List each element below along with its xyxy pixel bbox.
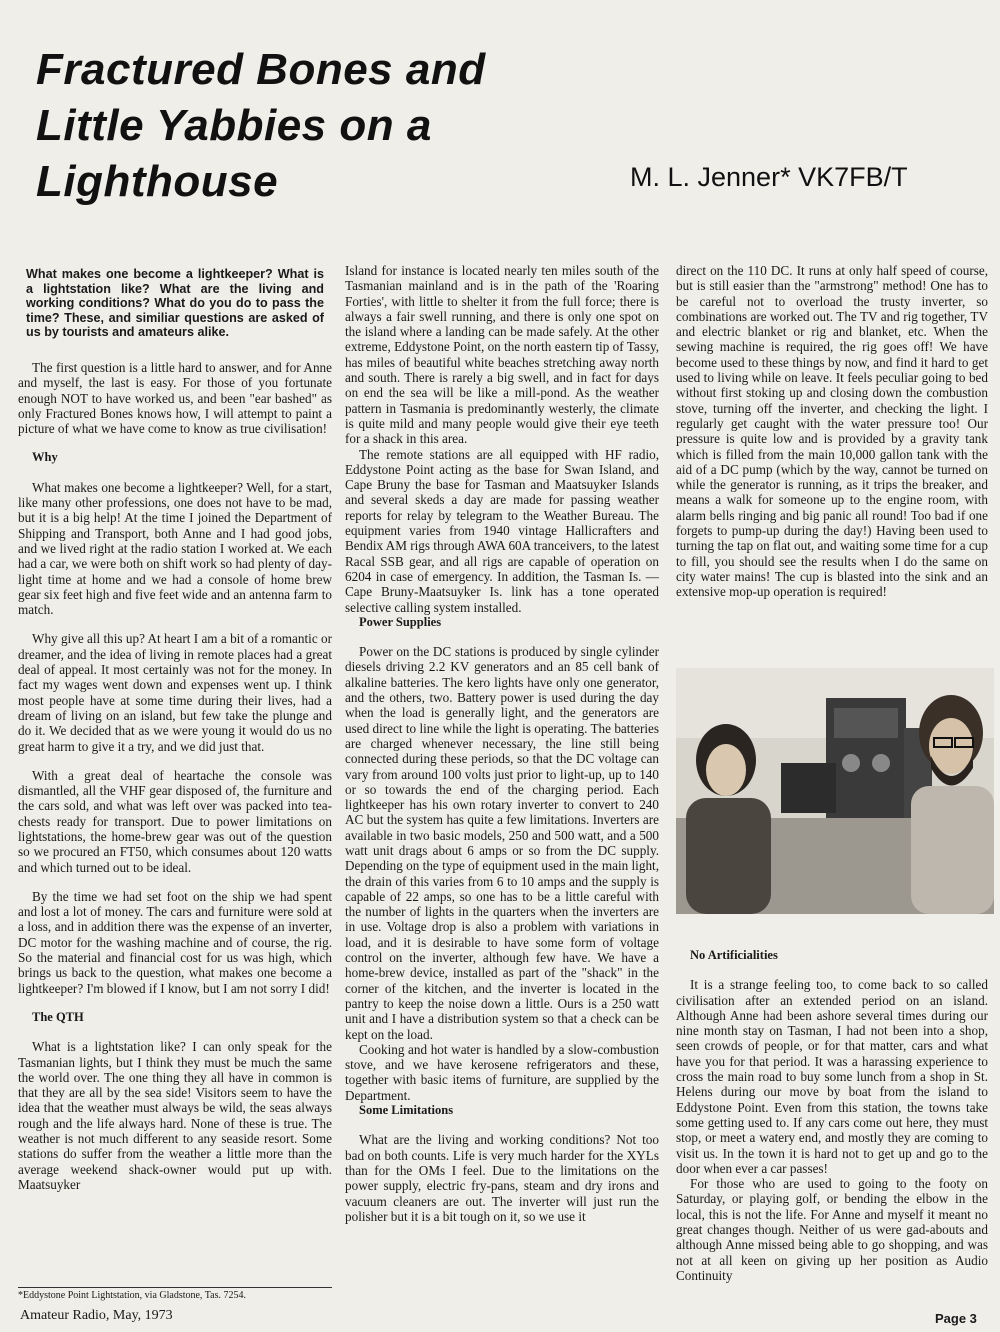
- intro-paragraph: What makes one become a lightkeeper? What is a lightstation like? What are the living and working conditions? What do you do to pass the time? These, and similiar questions are asked of us by tourists and amateurs alike.: [26, 267, 324, 340]
- photo-operators-at-radio-station: [676, 668, 994, 914]
- section-heading-some-limitations: Some Limitations: [359, 1103, 454, 1118]
- paragraph: Cooking and hot water is handled by a slow-combustion stove, and we have kerosene refrigerators and these, together with basic items of furniture, are supplied by the Department.: [345, 1041, 659, 1103]
- title-line-1: Fractured Bones and: [36, 45, 486, 94]
- section-heading-power-supplies: Power Supplies: [359, 614, 442, 629]
- column-1: [18, 263, 332, 1192]
- byline: M. L. Jenner* VK7FB/T: [630, 162, 908, 192]
- paragraph: What makes one become a lightkeeper? Well, for a start, like many other professions, one does not have to be mad, but it is a big help! At the time I joined the Department of Shipping and Transport, both Anne and I had good jobs, and we lived right at the radio station I worked at. We each had a car, we were both on shift work so had plenty of day-light time at home and we had a console of home brew gear six feet high and five feet wide and an antenna farm to match.: [18, 479, 332, 618]
- paragraph: By the time we had set foot on the ship we had spent and lost a lot of money. The cars and furniture were sold at a loss, and in addition there was the expense of an inverter, DC motor for the washing machine and of course, the rig. So the material and financial cost for us was high, which brings us back to the question, what makes one become a lightkeeper? I'm blowed if I know, but I am not sorry I did!: [18, 888, 332, 996]
- paragraph: What are the living and working conditions? Not too bad on both counts. Life is very much harder for the XYLs than for the OMs I feel. Due to the limitations on the power supply, electric fry-pans, steam and dry irons and vacuum cleaners are out. The inverter will just run the polisher but it is a bit tough on it, so we use it: [345, 1132, 659, 1224]
- footer-publication: Amateur Radio, May, 1973: [20, 1308, 173, 1323]
- paragraph: The first question is a little hard to answer, and for Anne and myself, the last is easy. For those of you fortunate enough NOT to have worked us, and been "ear bashed" as only Fractured Bones knows how, I will attempt to paint a picture of what we have come to know as true civilisation!: [18, 359, 332, 437]
- paragraph: direct on the 110 DC. It runs at only half speed of course, but is still easier than the "armstrong" method! One has to be careful not to overload the trusty inverter, so combinations are worked out. The TV and rig together, TV and electric blanket or rig and blanket, etc. When the sewing machine is required, the rig goes off! We have become used to these things by now, and find it hard to get used to living while on leave. It feels peculiar going to bed without first stoking up and closing down the combustion stove, turning off the inverter, and checking the light. I regularly get caught with the water pressure too! Our pressure is quite low and is provided by a gravity tank which is filled from the main 10,000 gallon tank with the aid of a DC pump (which by the way, cannot be turned on while the generator is running, as it trips the breaker, and means a walk for someone up to the engine room, with alarm bells ringing and big panic all round! Too bad if one forgets to pump-up during the day!) Having been used to turning the tap on flat out, and waiting some time for a cup to fill, you should see the results when I do the same on city water mains! The cup is blasted into the sink and an extensive mop-up operation is required!: [676, 263, 988, 600]
- photo-illustration: [676, 668, 994, 914]
- section-heading-why: Why: [32, 450, 58, 465]
- footer-page-number: Page 3: [935, 1311, 977, 1326]
- paragraph: Island for instance is located nearly ten miles south of the Tasmanian mainland and is in the path of the 'Roaring Forties', with little to shelter it from the full force; there is always a fair swell running, and there is only one spot on the island where a landing can be made safely. At the other extreme, Eddystone Point, on the north eastern tip of Tassy, has miles of beautiful white beaches stretching away north and south. There is rarely a big swell, and in fact for days on end the sea will be like a mill-pond. As the weather pattern in Tasmania is predominantly westerly, the climate is quite mild and many people would give their eye teeth for a shack in this area.: [345, 263, 659, 447]
- paragraph: It is a strange feeling too, to come back to so called civilisation after an extended period on an island. Although Anne had been ashore several times during our nine month stay on Tasman, I had not been into a shop, seen crowds of people, or for that matter, cars and what have you for that period. It was a harassing experience to cross the main road to buy some lunch from a shop in St. Helens during our move by boat from the island to Eddystone Point. Even from this station, the towns take some getting used to. If any cars come out here, they must stop, or meet a watery end, and mostly they are coming to visit us. In the town it is hard not to get up and go to the door when ever a car passes!: [676, 977, 988, 1176]
- column-3-lower: [676, 948, 988, 1283]
- title-line-3: Lighthouse: [36, 157, 279, 206]
- article-title: [36, 42, 596, 210]
- paragraph: For those who are used to going to the footy on Saturday, or playing golf, or bending the elbow in the local, this is not the life. For Anne and myself it meant no great changes though. Neither of us were gad-abouts and although Anne missed being able to go shopping, and was not at all keen on giving up her position as Audio Continuity: [676, 1176, 988, 1283]
- paragraph: With a great deal of heartache the console was dismantled, all the VHF gear disposed of, the furniture and the cars sold, and what was left over was packed into tea-chests ready for transport. Due to power limitations on lightstations, the home-brew gear was out of the question so we procured an FT50, which consumes about 120 watts and which turned out to be ideal.: [18, 767, 332, 875]
- paragraph: Why give all this up? At heart I am a bit of a romantic or dreamer, and the idea of living in remote places had a great deal of appeal. It most certainly was not for the money. In fact my wages went down and expenses went up. I think most people have at some time during their lives, had a dream of living on an island, but few take the plunge and do it. We decided that as we were young it would do us no great harm to give it a try, and we did just that.: [18, 631, 332, 754]
- column-3: [676, 263, 988, 600]
- footnote: *Eddystone Point Lightstation, via Gladstone, Tas. 7254.: [18, 1287, 332, 1301]
- paragraph: The remote stations are all equipped with HF radio, Eddystone Point acting as the base for Swan Island, and Cape Bruny the base for Tasman and Maatsuyker Islands and several skeds a day are made for passing weather reports for relay by telegram to the Weather Bureau. The equipment varies from 1940 vintage Hallicrafters and Bendix AM rigs through AWA 60A tranceivers, to the latest Racal SSB gear, and all rigs are capable of operation on 6204 in case of emergency. In addition, the Tasman Is. — Cape Bruny-Maatsuyker Is. link has a tone operated selective calling system installed.: [345, 446, 659, 615]
- section-heading-no-artificialities: No Artificialities: [690, 948, 778, 962]
- column-2: [345, 263, 659, 1224]
- paragraph: What is a lightstation like? I can only speak for the Tasmanian lights, but I think they must be much the same the world over. The one thing they all have in common is that they are all by the sea side! Visitors seem to have the idea that the weather must always be wild, the seas always rough and the life always hard. None of these is true. The weather is not much different to any seaside resort. Some stations do suffer from the weather a little more than the average weekend shack-owner would put up with. Maatsuyker: [18, 1039, 332, 1192]
- paragraph: Power on the DC stations is produced by single cylinder diesels driving 2.2 KV generators and an 85 cell bank of alkaline batteries. The kero lights have only one generator, and the others, two. Battery power is used during the day when the load is generally light, and the generators are used direct to line while the light is operating. The batteries are charged whenever necessary, the line still being connected during these periods, so that the DC voltage can vary from around 100 volts just prior to light-up, up to 140 or so towards the end of the charging period. Each lightkeeper has his own rotary inverter to convert to 240 AC but the system has quite a few limitations. Inverters are available in two basic models, 250 and 500 watt, and a 500 watt unit drags about 6 amps or so from the DC supply. Depending on the type of equipment used in the main light, the drain of this varies from 6 to 10 amps and the supply is capable of 22 amps, so one has to be a little careful with the number of lights in the quarters when the inverters are in use. Voltage drop is also a problem with variations in load, and it is desirable to have some form of voltage control on the inverter, although few have. We have a home-brew device, installed as part of the "shack" in the corner of the kitchen, and the inverter is located in the pantry to keep the noise down a little. Ours is a 250 watt unit and I have a distribution system so that a check can be kept on the load.: [345, 644, 659, 1042]
- section-heading-qth: The QTH: [32, 1009, 84, 1024]
- title-line-2: Little Yabbies on a: [36, 101, 432, 150]
